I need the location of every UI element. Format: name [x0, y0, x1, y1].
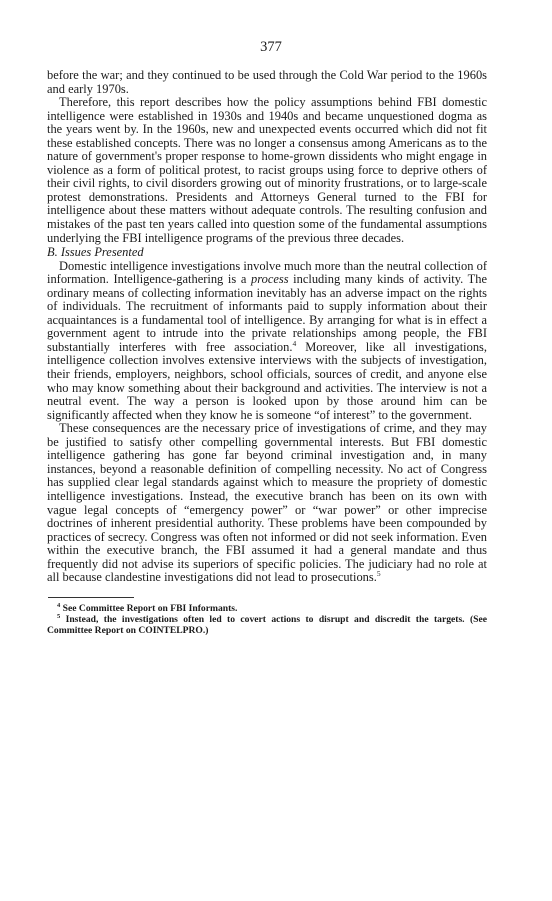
footnote-text: Instead, the investigations often led to covert actions to disrupt and discredit the targets. (See Committee Report on COINTELPRO.) [47, 613, 487, 637]
paragraph-consequences [47, 422, 487, 585]
section-heading: B. Issues Presented [47, 245, 144, 260]
page-number: 377 [260, 39, 282, 55]
paragraph-text: Moreover, like all investigations, intelligence collection involves extensive interviews with the subjects of investigation, their friends, employers, neighbors, school officials, sources of credit, and anyone else who may know something about their background and activities. The interview is not a neutral event. The way a person is looked upon by those around him can be significantly affected when they know he is someone “of interest” to the government. [47, 339, 488, 422]
document-page [47, 38, 487, 636]
footnote-text: See Committee Report on FBI Informants. [60, 602, 238, 614]
paragraph-continuation: before the war; and they continued to be used through the Cold War period to the 1960s and early 1970s. [47, 68, 487, 96]
paragraph-text: These consequences are the necessary price of investigations of crime, and they may be justified to satisfy other compelling governmental interests. But FBI domestic intelligence gathering has gone far beyond criminal investigation and, in many instances, beyond a reasonable definition of compelling necessity. No act of Congress has supplied clear legal standards against which to measure the propriety of domestic intelligence investigations. Instead, the executive branch has been on its own with vague legal concepts of “emergency power” or “war power” or other imprecise doctrines of inherent presidential authority. These problems have been compounded by practices of secrecy. Congress was often not informed or did not seek information. Even within the executive branch, the FBI assumed it had a general mandate and thus frequently did not advise its superiors of specific policies. The judiciary had no role at all because clandestine investigations did not lead to prosecutions. [47, 421, 487, 585]
emphasis-process: process [251, 272, 289, 287]
footnote-5 [47, 614, 487, 636]
footnote-marker: 4 [57, 601, 61, 609]
body-text [47, 69, 487, 585]
footnote-4 [47, 603, 487, 614]
footnote-reference-5[interactable]: 5 [376, 569, 381, 579]
footnotes [47, 603, 487, 637]
paragraph-text: including many kinds of activity. The ordinary means of collecting information inevitably has an adverse impact on the rights of individuals. The recruitment of informants paid to supply information about their acquaintances is a fundamental tool of intelligence. By arranging for what is in effect a government agent to intrude into the private relationships among people, the FBI substantially interferes with free association. [47, 272, 487, 354]
paragraph-text: Domestic intelligence investigations involve much more than the neutral collection of information. Intelligence-gathering is a [47, 258, 487, 287]
footnote-divider [48, 597, 134, 598]
paragraph-issues-presented [47, 260, 487, 423]
footnote-marker: 5 [57, 612, 61, 620]
footnote-reference-4[interactable]: 4 [292, 338, 297, 348]
paragraph-therefore: Therefore, this report describes how the policy assumptions behind FBI domestic intelligence were established in 1930s and 1940s and became unquestioned dogma as the years went by. In the 1960s, new and unexpected events occurred which did not fit these established concepts. There was no longer a consensus among Americans as to the nature of government's proper response to home-grown dissidents who might engage in violence as a form of political protest, to racist groups using force to deprive others of their civil rights, to civil disorders growing out of minority frustrations, or to large-scale protest demonstrations. Presidents and Attorneys General turned to the FBI for intelligence about these matters without adequate controls. The resulting confusion and mistakes of the past ten years called into question some of the fundamental assumptions underlying the FBI intelligence programs of the previous three decades. [47, 95, 487, 245]
